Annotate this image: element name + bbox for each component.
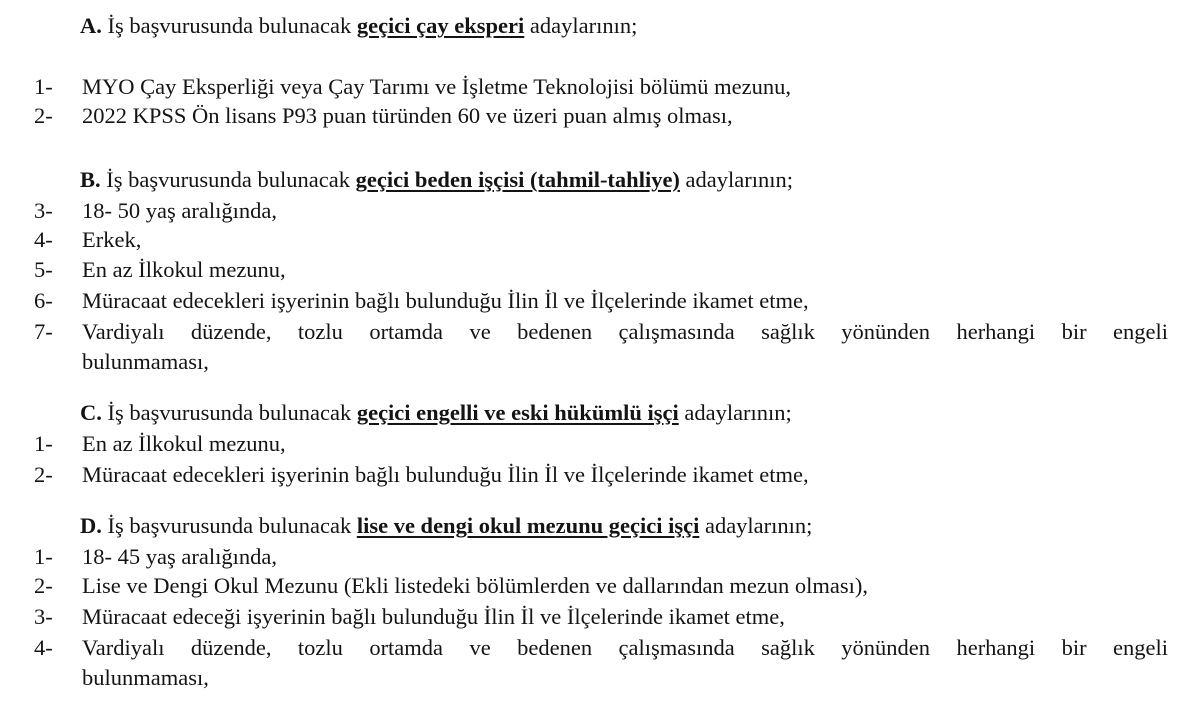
list-item <box>34 73 791 101</box>
section-c-heading <box>80 399 792 427</box>
position-title: geçici beden işçisi (tahmil-tahliye) <box>355 167 680 192</box>
list-item <box>34 102 733 130</box>
list-item <box>34 572 868 600</box>
item-text: En az İlkokul mezunu, <box>82 431 286 456</box>
item-number: 4- <box>34 635 53 660</box>
item-continuation: bulunmaması, <box>82 665 209 690</box>
section-letter: C. <box>80 400 102 425</box>
section-letter: A. <box>80 13 102 38</box>
list-item <box>34 543 277 571</box>
heading-suffix: adaylarının; <box>679 167 794 192</box>
list-item <box>34 634 1168 662</box>
list-item <box>34 603 785 631</box>
position-title: geçici çay eksperi <box>356 13 525 38</box>
item-text: En az İlkokul mezunu, <box>82 257 286 282</box>
item-text: 18- 45 yaş aralığında, <box>82 544 277 569</box>
heading-intro: İş başvurusunda bulunacak <box>106 167 356 192</box>
list-item <box>34 226 141 254</box>
heading-intro: İş başvurusunda bulunacak <box>107 400 357 425</box>
item-number: 7- <box>34 319 53 344</box>
item-text: Erkek, <box>82 227 142 252</box>
item-number: 1- <box>34 74 53 99</box>
item-number: 2- <box>34 462 53 487</box>
item-number: 3- <box>34 198 53 223</box>
list-item <box>34 461 809 489</box>
item-text: 18- 50 yaş aralığında, <box>82 198 277 223</box>
item-text: Lise ve Dengi Okul Mezunu (Ekli listedeki bölümlerden ve dallarından mezun olması), <box>82 573 869 598</box>
item-number: 4- <box>34 227 53 252</box>
item-number: 6- <box>34 288 53 313</box>
section-b-heading <box>80 166 793 194</box>
heading-intro: İş başvurusunda bulunacak <box>107 513 357 538</box>
item-number: 3- <box>34 604 53 629</box>
item-text: Vardiyalı düzende, tozlu ortamda ve bedenen çalışmasında sağlık yönünden herhangi bir engeli <box>82 635 1168 660</box>
item-text: 2022 KPSS Ön lisans P93 puan türünden 60 ve üzeri puan almış olması, <box>82 103 733 128</box>
item-number: 2- <box>34 103 53 128</box>
heading-intro: İş başvurusunda bulunacak <box>107 13 357 38</box>
section-letter: B. <box>80 167 101 192</box>
item-text: Müracaat edecekleri işyerinin bağlı bulunduğu İlin İl ve İlçelerinde ikamet etme, <box>82 462 809 487</box>
list-item <box>34 318 1168 346</box>
position-title: lise ve dengi okul mezunu geçici işçi <box>356 513 700 538</box>
list-item <box>34 287 809 315</box>
position-title: geçici engelli ve eski hükümlü işçi <box>356 400 679 425</box>
section-d-heading <box>80 512 812 540</box>
item-number: 5- <box>34 257 53 282</box>
list-item <box>34 197 277 225</box>
item-text: Vardiyalı düzende, tozlu ortamda ve bedenen çalışmasında sağlık yönünden herhangi bir engeli <box>82 319 1168 344</box>
heading-suffix: adaylarının; <box>678 400 792 425</box>
item-text: Müracaat edeceği işyerinin bağlı bulunduğu İlin İl ve İlçelerinde ikamet etme, <box>82 604 785 629</box>
item-text: Müracaat edecekleri işyerinin bağlı bulunduğu İlin İl ve İlçelerinde ikamet etme, <box>82 288 809 313</box>
heading-suffix: adaylarının; <box>524 13 638 38</box>
item-continuation: bulunmaması, <box>82 349 209 374</box>
section-letter: D. <box>80 513 102 538</box>
list-item <box>34 256 286 284</box>
section-a-heading <box>80 12 637 40</box>
heading-suffix: adaylarının; <box>699 513 813 538</box>
item-text: MYO Çay Eksperliği veya Çay Tarımı ve İşletme Teknolojisi bölümü mezunu, <box>82 74 792 99</box>
item-number: 1- <box>34 544 53 569</box>
list-item <box>34 430 286 458</box>
item-number: 2- <box>34 573 53 598</box>
item-number: 1- <box>34 431 53 456</box>
